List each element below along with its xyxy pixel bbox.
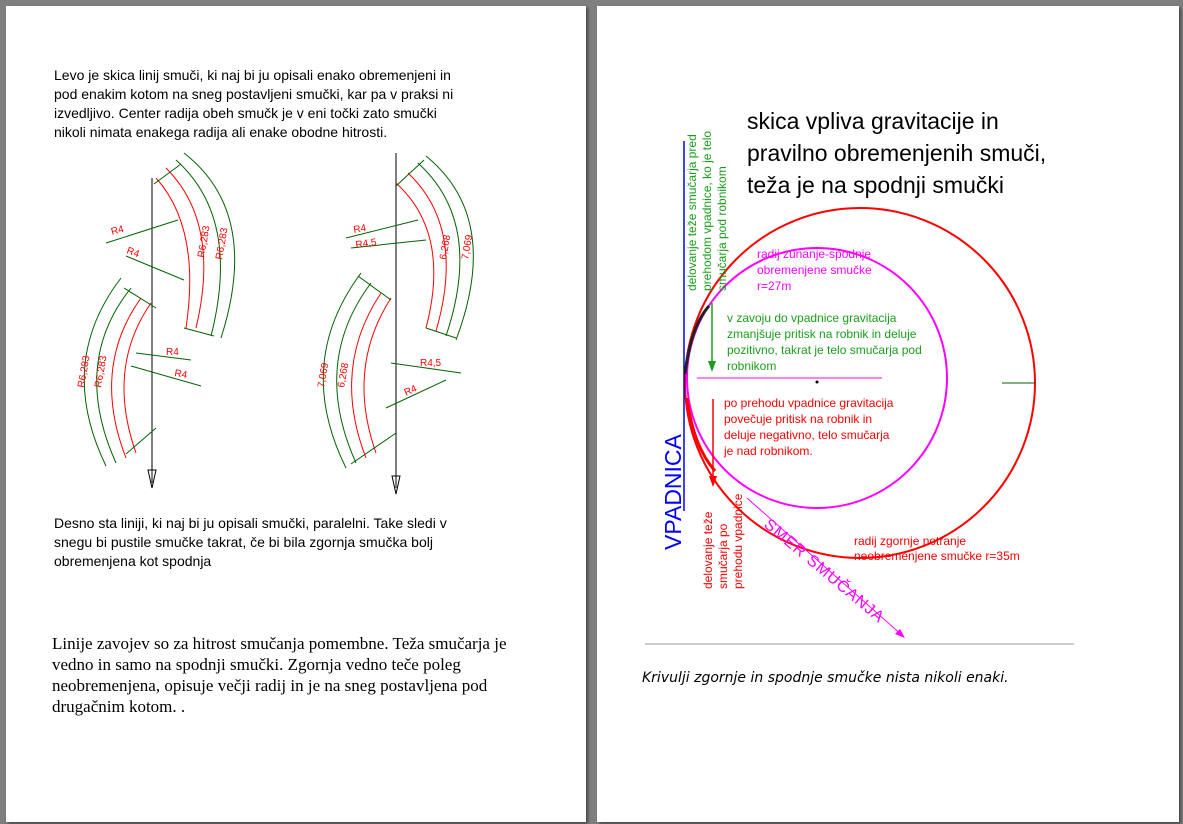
text-line: obremenjena kot spodnja — [54, 553, 212, 569]
caption: Krivulji zgornje in spodnje smučke nista nikoli enaki. — [642, 670, 1009, 686]
leader-line — [126, 256, 184, 280]
arc-label: 7,069 — [316, 361, 332, 389]
text-line: zmanjšuje pritisk na robnik in deluje — [727, 327, 917, 341]
paragraph-1 — [54, 66, 453, 142]
paragraph-3 — [52, 633, 507, 717]
text-line: Levo je skica linij smuči, ki naj bi ju opisali enako obremenjeni in — [54, 67, 451, 83]
text-line: r=27m — [757, 279, 792, 293]
text-line: v zavoju do vpadnice gravitacija — [727, 311, 897, 325]
arc-label: 7,069 — [460, 233, 476, 261]
text-line: smučarja pod robnikom — [715, 166, 729, 291]
text-line: po prehodu vpadnice gravitacija — [724, 396, 894, 410]
magenta-label — [757, 246, 872, 294]
radius-label: R4 — [173, 368, 188, 382]
radius-label: R4 — [124, 245, 141, 261]
tick — [351, 433, 396, 464]
sketch-left — [76, 153, 235, 488]
text-line: je nad robnikom. — [724, 444, 813, 458]
left-page — [6, 6, 586, 822]
center-point — [816, 381, 819, 384]
arc-label: 6,268 — [438, 233, 454, 261]
green-arrow-head — [708, 361, 716, 372]
leader-line — [131, 366, 201, 386]
arc-label: R6,283 — [93, 354, 110, 389]
text-line: smučarja po — [716, 523, 730, 589]
title-line: skica vpliva gravitacije in — [747, 108, 999, 134]
text-line: pozitivno, takrat je telo smučarja pod — [727, 343, 922, 357]
green-label — [727, 310, 922, 374]
tick — [396, 160, 424, 186]
tick — [184, 328, 214, 336]
text-line: Desno sta liniji, ki naj bi ju opisali smučki, paralelni. Take sledi v — [54, 515, 447, 531]
ski-line-red — [352, 293, 381, 458]
text-line: SMER SMUČANJA — [760, 516, 888, 627]
ski-line-red — [364, 298, 391, 453]
vertical-green-text — [685, 131, 729, 291]
vpadnica-label — [660, 433, 686, 550]
text-line: deluje negativno, telo smučarja — [724, 428, 890, 442]
text-line: obremenjene smučke — [757, 263, 872, 277]
text-line: neobremenjene smučke r=35m — [854, 549, 1020, 563]
arc-label: R6,283 — [214, 226, 231, 261]
text-line: prehodu vpadnice — [731, 493, 745, 589]
ski-line-red — [396, 183, 434, 328]
red-radius-label — [854, 534, 1020, 564]
ski-lines-sketch — [6, 148, 586, 498]
arc-label: 6,268 — [336, 361, 352, 389]
tick — [358, 276, 391, 300]
text-line: radij zgornje notranje — [854, 534, 967, 548]
right-page — [597, 6, 1179, 822]
text-line: delovanje teže smučarja pred — [685, 134, 699, 291]
ski-line-red — [112, 298, 141, 458]
arc-label: R6,283 — [196, 224, 213, 259]
radius-label: R4,5 — [420, 358, 442, 369]
radius-label: R4 — [352, 222, 368, 236]
text-line: drugačnim kotom. . — [52, 697, 186, 716]
paragraph-2 — [54, 514, 447, 571]
red-label — [724, 395, 893, 459]
text-line: izvedljivo. Center radija obeh smučk je v eni točki zato smučki — [54, 105, 437, 121]
text-line: VPADNICA — [660, 434, 686, 550]
text-line: snegu bi pustile smučke takrat, če bi bila zgornja smučka bolj — [54, 534, 433, 550]
text-line: vedno in samo na spodnji smučki. Zgornja vedno teče poleg — [52, 655, 461, 674]
radius-label: R4 — [166, 347, 179, 358]
leader-line — [136, 353, 191, 360]
vertical-red-text — [701, 493, 745, 589]
smer-label — [760, 515, 888, 627]
text-line: nikoli nimata enakega radija ali enake obodne hitrosti. — [54, 124, 388, 140]
text-line: delovanje teže — [701, 511, 715, 589]
radius-label: R4,5 — [354, 237, 378, 251]
tick — [426, 328, 456, 338]
text-line: robnikom — [727, 359, 777, 373]
text-line: povečuje pritisk na robnik in — [724, 412, 873, 426]
radius-label: R4 — [109, 223, 126, 238]
sketch-right — [316, 153, 475, 494]
title-line: pravilno obremenjenih smuči, — [747, 140, 1047, 166]
ski-line-red — [124, 303, 151, 453]
text-line: Linije zavojev so za hitrost smučanja pomembne. Teža smučarja je — [52, 634, 507, 653]
text-line: neobremenjena, opisuje večji radij in je na sneg postavljena pod — [52, 676, 488, 695]
text-line: radij zunanje-spodnje — [757, 247, 872, 261]
arc-label: R6,283 — [76, 354, 93, 389]
title-line: teža je na spodnji smučki — [747, 172, 1004, 198]
radius-label: R4 — [402, 383, 419, 399]
text-line: prehodom vpadnice, ko je telo — [700, 130, 714, 291]
text-line: pod enakim kotom na sneg postavljeni smučki, kar pa v praksi ni — [54, 86, 454, 102]
ski-line-red — [156, 178, 190, 328]
tick — [124, 288, 156, 308]
